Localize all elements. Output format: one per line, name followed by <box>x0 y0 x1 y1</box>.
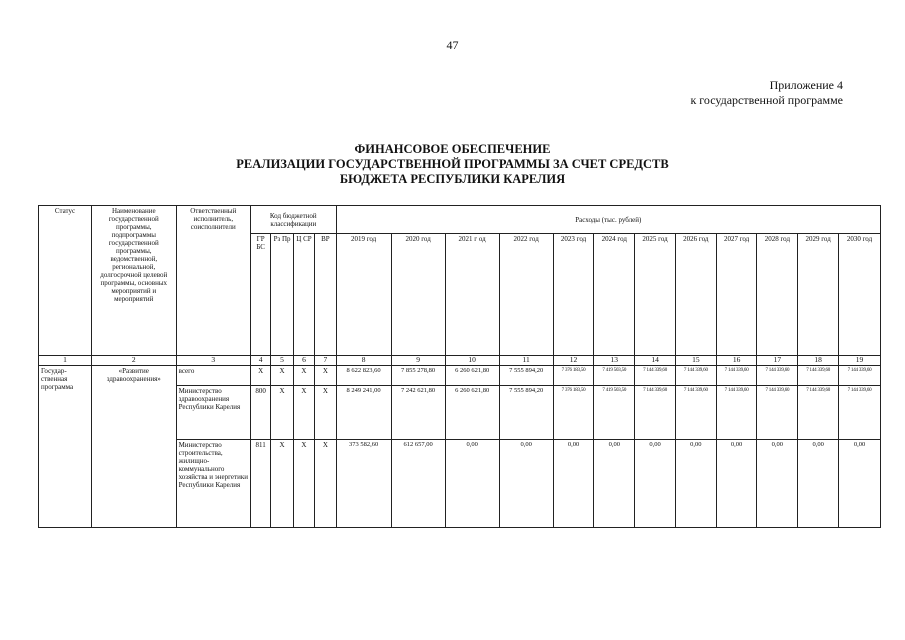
code-cell-rzpr: Х <box>271 386 293 440</box>
value-cell: 7 144 339,60 <box>635 366 676 386</box>
title-line-3: БЮДЖЕТА РЕСПУБЛИКИ КАРЕЛИЯ <box>339 172 566 186</box>
header-year-10: 2029 год <box>798 234 839 356</box>
column-number: 7 <box>315 356 336 366</box>
column-number: 5 <box>271 356 293 366</box>
code-cell-grbs: 800 <box>250 386 270 440</box>
value-cell: 7 144 339,60 <box>675 366 716 386</box>
value-cell: 612 657,00 <box>391 440 445 528</box>
header-year-5: 2024 год <box>594 234 635 356</box>
header-expenses: Расходы (тыс. рублей) <box>336 206 880 234</box>
executor-cell: Министерство здравоохранения Республики Карелия <box>176 386 250 440</box>
column-number: 16 <box>716 356 757 366</box>
header-year-0: 2019 год <box>336 234 391 356</box>
header-executor: Ответственный исполнитель, соисполнители <box>176 206 250 356</box>
value-cell: 0,00 <box>499 440 553 528</box>
column-number: 18 <box>798 356 839 366</box>
column-number: 9 <box>391 356 445 366</box>
header-program-name: Наименование государственной программы, подпрограммы государственной программы, ведомственной, региональной, долгосрочной целевой программы, основных мероприятий и мероприятий <box>91 206 176 356</box>
code-cell-vr: Х <box>315 386 336 440</box>
header-status: Статус <box>39 206 92 356</box>
value-cell: 0,00 <box>675 440 716 528</box>
title-line-2: РЕАЛИЗАЦИИ ГОСУДАРСТВЕННОЙ ПРОГРАММЫ ЗА СЧЕТ СРЕДСТВ <box>236 157 669 171</box>
value-cell: 7 144 339,60 <box>757 366 798 386</box>
column-number: 2 <box>91 356 176 366</box>
column-number: 6 <box>293 356 314 366</box>
value-cell: 7 376 183,50 <box>553 366 594 386</box>
value-cell: 7 144 339,60 <box>635 386 676 440</box>
value-cell: 7 419 503,50 <box>594 366 635 386</box>
value-cell: 7 144 339,60 <box>839 366 881 386</box>
column-number: 17 <box>757 356 798 366</box>
financing-table <box>38 205 881 528</box>
column-number: 12 <box>553 356 594 366</box>
value-cell: 7 144 339,60 <box>798 386 839 440</box>
header-rzpr: Рз Пр <box>271 234 293 356</box>
column-number: 11 <box>499 356 553 366</box>
code-cell-grbs: 811 <box>250 440 270 528</box>
header-year-6: 2025 год <box>635 234 676 356</box>
value-cell: 373 582,60 <box>336 440 391 528</box>
title-line-1: ФИНАНСОВОЕ ОБЕСПЕЧЕНИЕ <box>354 142 551 156</box>
value-cell: 7 144 339,60 <box>675 386 716 440</box>
value-cell: 7 242 621,80 <box>391 386 445 440</box>
column-number: 8 <box>336 356 391 366</box>
column-number: 15 <box>675 356 716 366</box>
header-csr: Ц СР <box>293 234 314 356</box>
value-cell: 0,00 <box>635 440 676 528</box>
status-cell: Государ-ственная программа <box>39 366 92 528</box>
value-cell: 7 555 894,20 <box>499 366 553 386</box>
header-year-3: 2022 год <box>499 234 553 356</box>
value-cell: 7 144 339,60 <box>839 386 881 440</box>
header-year-9: 2028 год <box>757 234 798 356</box>
value-cell: 0,00 <box>553 440 594 528</box>
column-number: 1 <box>39 356 92 366</box>
code-cell-csr: Х <box>293 366 314 386</box>
column-number: 4 <box>250 356 270 366</box>
value-cell: 0,00 <box>798 440 839 528</box>
value-cell: 0,00 <box>839 440 881 528</box>
value-cell: 7 144 339,60 <box>757 386 798 440</box>
column-number: 14 <box>635 356 676 366</box>
value-cell: 7 376 183,50 <box>553 386 594 440</box>
value-cell: 0,00 <box>757 440 798 528</box>
column-number: 10 <box>445 356 499 366</box>
header-budget-code: Код бюджетной классификации <box>250 206 336 234</box>
table-row <box>39 366 881 386</box>
code-cell-grbs: Х <box>250 366 270 386</box>
appendix-note <box>690 78 843 108</box>
executor-cell: Министерство строительства, жилищно-коммунального хозяйства и энергетики Республики Карелия <box>176 440 250 528</box>
header-year-4: 2023 год <box>553 234 594 356</box>
value-cell: 6 260 621,80 <box>445 366 499 386</box>
value-cell: 8 622 823,60 <box>336 366 391 386</box>
value-cell: 7 144 339,60 <box>798 366 839 386</box>
value-cell: 7 144 339,60 <box>716 366 757 386</box>
header-row-1 <box>39 206 881 234</box>
page-number: 47 <box>446 38 459 52</box>
value-cell: 7 555 894,20 <box>499 386 553 440</box>
column-number-row <box>39 356 881 366</box>
column-number: 3 <box>176 356 250 366</box>
column-number: 19 <box>839 356 881 366</box>
code-cell-rzpr: Х <box>271 366 293 386</box>
code-cell-csr: Х <box>293 440 314 528</box>
value-cell: 7 144 339,60 <box>716 386 757 440</box>
value-cell: 0,00 <box>716 440 757 528</box>
value-cell: 6 260 621,80 <box>445 386 499 440</box>
header-year-2: 2021 г од <box>445 234 499 356</box>
header-vr: ВР <box>315 234 336 356</box>
value-cell: 8 249 241,00 <box>336 386 391 440</box>
value-cell: 0,00 <box>594 440 635 528</box>
appendix-line-2: к государственной программе <box>690 93 843 107</box>
header-year-8: 2027 год <box>716 234 757 356</box>
code-cell-csr: Х <box>293 386 314 440</box>
code-cell-rzpr: Х <box>271 440 293 528</box>
executor-cell: всего <box>176 366 250 386</box>
value-cell: 7 419 503,50 <box>594 386 635 440</box>
value-cell: 7 855 278,80 <box>391 366 445 386</box>
code-cell-vr: Х <box>315 440 336 528</box>
header-year-7: 2026 год <box>675 234 716 356</box>
value-cell: 0,00 <box>445 440 499 528</box>
appendix-line-1: Приложение 4 <box>769 78 843 92</box>
header-year-1: 2020 год <box>391 234 445 356</box>
document-title <box>0 142 905 187</box>
column-number: 13 <box>594 356 635 366</box>
code-cell-vr: Х <box>315 366 336 386</box>
program-name-cell: «Развитие здравоохранения» <box>91 366 176 528</box>
header-year-11: 2030 год <box>839 234 881 356</box>
header-grbs: ГР БС <box>250 234 270 356</box>
